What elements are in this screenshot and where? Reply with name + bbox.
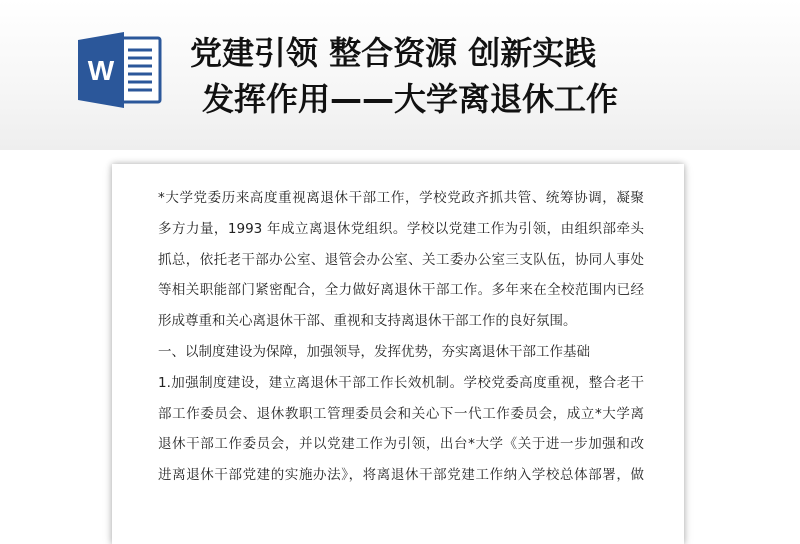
text-line: 多方力量，1993 年成立离退休党组织。学校以党建工作为引领，由组织部牵头 (158, 220, 644, 237)
page-title (190, 30, 710, 122)
text-line: 部工作委员会、退休教职工管理委员会和关心下一代工作委员会，成立*大学离 (158, 405, 644, 422)
section-heading: 一、以制度建设为保障，加强领导，发挥优势，夯实离退休干部工作基础 (158, 343, 590, 360)
word-letter: W (87, 55, 115, 86)
text-line: 形成尊重和关心离退休干部、重视和支持离退休干部工作的良好氛围。 (158, 313, 577, 330)
text-line: 进离退休干部党建的实施办法》，将离退休干部党建工作纳入学校总体部署，做 (158, 467, 644, 484)
text-line: 退休干部工作委员会，并以党建工作为引领，出台*大学《关于进一步加强和改 (158, 436, 644, 453)
text-line: 等相关职能部门紧密配合，全力做好离退休干部工作。多年来在全校范围内已经 (158, 282, 644, 299)
word-document-icon (76, 30, 164, 110)
title-line-2: 发挥作用——大学离退休工作 (202, 80, 619, 118)
title-line-1: 党建引领 整合资源 创新实践 (190, 34, 597, 72)
text-line: 1.加强制度建设，建立离退休干部工作长效机制。学校党委高度重视，整合老干 (158, 374, 644, 391)
text-line: 抓总，依托老干部办公室、退管会办公室、关工委办公室三支队伍，协同人事处 (158, 251, 644, 268)
document-body (158, 183, 644, 491)
text-line: *大学党委历来高度重视离退休干部工作，学校党政齐抓共管、统筹协调，凝聚 (158, 190, 644, 206)
